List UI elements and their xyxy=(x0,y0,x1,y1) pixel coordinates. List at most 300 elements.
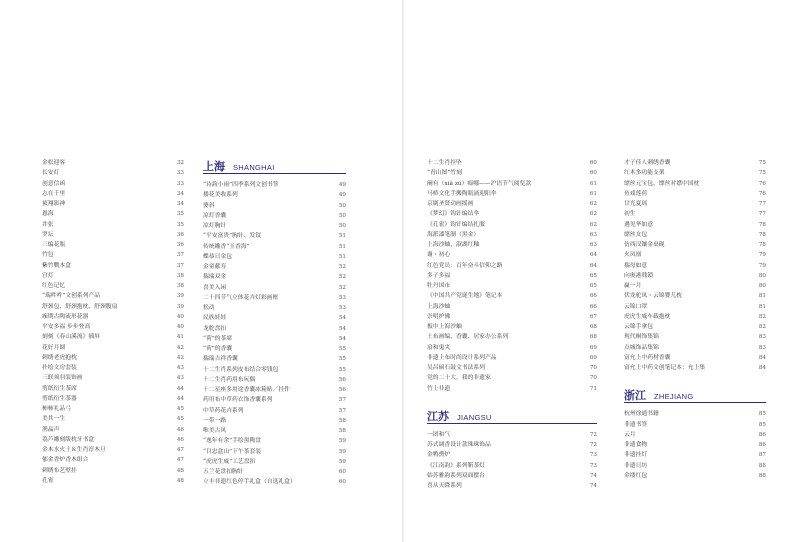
toc-entry[interactable] xyxy=(203,457,346,467)
toc-entry[interactable] xyxy=(427,481,597,491)
toc-entry[interactable] xyxy=(203,365,346,375)
toc-entry[interactable] xyxy=(624,189,766,199)
toc-entry[interactable] xyxy=(203,375,346,385)
entry-title: 三编花瓶 xyxy=(42,242,66,248)
toc-entry[interactable] xyxy=(42,291,184,301)
entry-page-number: 39 xyxy=(176,303,184,310)
entry-title: 非遗上布时尚设计系列产品 xyxy=(427,354,497,361)
entry-title: 井张 xyxy=(42,221,54,228)
entry-page-number: 54 xyxy=(338,335,346,342)
entry-page-number: 75 xyxy=(758,160,766,166)
toc-entry[interactable] xyxy=(42,363,184,373)
entry-title: 十二生肖挂坠 xyxy=(427,160,462,166)
toc-entry[interactable] xyxy=(624,291,766,301)
entry-title: 非遗挂灯 xyxy=(624,452,648,459)
toc-entry[interactable] xyxy=(42,271,184,281)
entry-title: 十二星座多用途香囊冰箱贴／挂件 xyxy=(203,387,290,393)
entry-title: 多子多福 xyxy=(427,272,451,279)
toc-entry[interactable] xyxy=(203,221,346,231)
toc-entry[interactable] xyxy=(427,384,597,394)
toc-entry[interactable] xyxy=(624,332,766,342)
toc-entry[interactable] xyxy=(42,322,184,332)
entry-page-number: 78 xyxy=(758,231,766,238)
entry-title: 非遗书签 xyxy=(624,421,648,428)
entry-page-number: 62 xyxy=(589,211,597,218)
entry-title: 揣瑞双金 xyxy=(203,274,227,281)
toc-entry[interactable] xyxy=(624,343,766,353)
entry-title: 赢一月 xyxy=(624,283,642,289)
entry-title: 红木多功能支架 xyxy=(624,170,665,177)
toc-entry[interactable] xyxy=(203,477,346,487)
entry-page-number: 68 xyxy=(589,334,597,341)
book-spine xyxy=(402,0,404,542)
toc-entry[interactable] xyxy=(427,322,597,332)
entry-title: 上海沙蚰 xyxy=(427,303,451,310)
entry-page-number: 60 xyxy=(589,170,597,177)
entry-title: 宫灯 xyxy=(42,272,54,279)
toc-entry[interactable] xyxy=(427,199,597,209)
entry-page-number: 52 xyxy=(338,264,346,270)
toc-entry[interactable] xyxy=(427,158,597,168)
entry-page-number: 36 xyxy=(176,242,184,248)
region-heading xyxy=(624,387,766,403)
entry-title: 松动 xyxy=(203,305,215,311)
entry-title: 苏式调香设计款珠珠饰品 xyxy=(427,442,491,448)
entry-page-number: 36 xyxy=(176,231,184,238)
entry-page-number: 42 xyxy=(176,354,184,361)
toc-entry[interactable] xyxy=(42,384,184,394)
toc-entry[interactable] xyxy=(42,209,184,219)
entry-title: 虎虎生威车载抱枕 xyxy=(624,313,671,320)
toc-entry[interactable] xyxy=(624,420,766,430)
entry-page-number: 65 xyxy=(589,283,597,289)
entry-page-number: 44 xyxy=(176,395,184,402)
toc-entry[interactable] xyxy=(427,471,597,481)
toc-entry[interactable] xyxy=(42,445,184,455)
entry-title: 剪纸衍生茶席 xyxy=(42,385,77,392)
entry-title: 平安多福 步步登高 xyxy=(42,324,91,330)
entry-title: 富允上中药材香囊 xyxy=(624,354,671,361)
region-heading-english: SHANGHAI xyxy=(233,163,275,172)
entry-title: 刺绣布艺壁挂 xyxy=(42,467,77,474)
entry-title: 一团和气 xyxy=(427,431,451,438)
toc-entry[interactable] xyxy=(624,363,766,373)
toc-entry[interactable] xyxy=(427,363,597,373)
toc-entry[interactable] xyxy=(42,281,184,291)
toc-entry[interactable] xyxy=(427,271,597,281)
entry-page-number: 69 xyxy=(589,344,597,351)
toc-entry[interactable] xyxy=(427,240,597,250)
toc-column-1 xyxy=(42,158,184,486)
toc-entry[interactable] xyxy=(203,395,346,405)
toc-entry[interactable] xyxy=(624,440,766,450)
entry-page-number: 64 xyxy=(589,252,597,259)
toc-entry[interactable] xyxy=(624,209,766,219)
toc-column-3 xyxy=(427,158,597,491)
toc-entry[interactable] xyxy=(42,373,184,383)
entry-title: 喜美入闲 xyxy=(203,284,227,291)
entry-title: 柿柿礼品弓 xyxy=(42,406,71,412)
entry-page-number: 34 xyxy=(176,190,184,197)
toc-entry[interactable] xyxy=(203,406,346,416)
entry-page-number: 86 xyxy=(758,442,766,448)
entry-title: 红色党员：百年奋斗信仰之路 xyxy=(427,262,503,269)
toc-entry[interactable] xyxy=(624,302,766,312)
entry-title: 板中上海沙蚰 xyxy=(427,324,462,330)
entry-page-number: 80 xyxy=(758,272,766,279)
toc-entry[interactable] xyxy=(203,324,346,334)
entry-title: 民族娃娃 xyxy=(203,315,227,322)
toc-entry[interactable] xyxy=(42,220,184,230)
entry-page-number: 82 xyxy=(758,313,766,320)
entry-title: 缥丝元宝包、缥丝对襟中国枕 xyxy=(624,180,700,187)
toc-entry[interactable] xyxy=(624,220,766,230)
toc-entry[interactable] xyxy=(624,158,766,168)
entry-title: 牡丹国市 xyxy=(427,283,451,289)
toc-entry[interactable] xyxy=(42,302,184,312)
entry-title: 杭州徐通书籍 xyxy=(624,411,659,418)
entry-title: 揣母如意 xyxy=(624,262,648,269)
entry-page-number: 50 xyxy=(338,202,346,209)
entry-title: 谢・初心 xyxy=(427,252,451,259)
entry-page-number: 54 xyxy=(338,315,346,322)
toc-entry[interactable] xyxy=(624,271,766,281)
entry-title: 祯翔影神 xyxy=(42,201,66,207)
toc-entry[interactable] xyxy=(42,199,184,209)
entry-title: 《中国共产党诞生地》笔记本 xyxy=(427,293,503,300)
entry-page-number: 53 xyxy=(338,305,346,311)
entry-page-number: 78 xyxy=(758,242,766,248)
entry-page-number: 75 xyxy=(758,170,766,177)
toc-entry[interactable] xyxy=(427,440,597,450)
entry-page-number: 45 xyxy=(176,406,184,412)
entry-page-number: 66 xyxy=(589,303,597,310)
section-gap xyxy=(427,394,597,408)
entry-title: 富允上中药文创笔记本：允上集 xyxy=(624,365,706,371)
entry-page-number: 76 xyxy=(758,190,766,197)
toc-entry[interactable] xyxy=(203,190,346,200)
entry-title: 揣瑞吉祥香囊 xyxy=(203,356,238,363)
entry-title: 恩海 xyxy=(42,211,54,218)
toc-entry[interactable] xyxy=(624,230,766,240)
entry-title: 向奥港戟锁 xyxy=(624,272,653,279)
entry-page-number: 71 xyxy=(589,385,597,392)
entry-page-number: 74 xyxy=(589,472,597,479)
toc-entry[interactable] xyxy=(42,343,184,353)
entry-title: 现代桐饰集锦 xyxy=(624,334,659,341)
entry-page-number: 47 xyxy=(176,457,184,464)
entry-title: 党的二十大，我的非遗家 xyxy=(427,375,491,382)
entry-page-number: 38 xyxy=(176,272,184,279)
entry-title: 金童献寿 xyxy=(203,264,227,270)
toc-entry[interactable] xyxy=(203,231,346,241)
entry-title: 甘光夏瑶 xyxy=(624,201,648,207)
toc-entry[interactable] xyxy=(42,158,184,168)
toc-entry[interactable] xyxy=(624,471,766,481)
entry-page-number: 63 xyxy=(589,231,597,238)
toc-entry[interactable] xyxy=(203,303,346,313)
entry-title: 唯美古风 xyxy=(203,428,227,434)
entry-page-number: 83 xyxy=(758,344,766,351)
entry-page-number: 43 xyxy=(176,365,184,371)
entry-title: 荔芦雕刻版枕牙书盒 xyxy=(42,436,95,443)
entry-title: 鱼戏莲荷 xyxy=(624,190,648,197)
entry-page-number: 49 xyxy=(338,192,346,199)
entry-page-number: 76 xyxy=(758,180,766,187)
entry-page-number: 33 xyxy=(176,180,184,187)
entry-title: 郁金香炉香木组合 xyxy=(42,457,89,464)
toc-entry[interactable] xyxy=(42,435,184,445)
entry-title: 土布画编、香囊、居家办公系列 xyxy=(427,334,509,341)
toc-entry[interactable] xyxy=(624,168,766,178)
entry-title: 十二生肖系列皮布结合零钱包 xyxy=(203,366,279,373)
toc-entry[interactable] xyxy=(42,414,184,424)
entry-page-number: 32 xyxy=(176,160,184,166)
entry-page-number: 39 xyxy=(176,293,184,300)
entry-title: 舒颈包、舒颈抱枕、舒颈腹扇 xyxy=(42,303,118,310)
entry-title: 云月 xyxy=(624,431,636,438)
toc-entry[interactable] xyxy=(203,385,346,395)
entry-title: 京剧圣贤动画摇画 xyxy=(427,201,474,207)
section-gap xyxy=(624,373,766,387)
entry-page-number: 40 xyxy=(176,324,184,330)
entry-title: 花好月圆 xyxy=(42,344,66,351)
toc-entry[interactable] xyxy=(42,250,184,260)
entry-page-number: 51 xyxy=(338,253,346,260)
toc-entry[interactable] xyxy=(203,416,346,426)
toc-entry[interactable] xyxy=(42,455,184,465)
entry-page-number: 41 xyxy=(176,334,184,341)
toc-entry[interactable] xyxy=(42,240,184,250)
toc-entry[interactable] xyxy=(42,230,184,240)
entry-title: 缥丝女包 xyxy=(624,231,648,238)
toc-entry[interactable] xyxy=(427,332,597,342)
toc-entry[interactable] xyxy=(42,179,184,189)
entry-page-number: 59 xyxy=(338,448,346,455)
toc-entry[interactable] xyxy=(42,394,184,404)
toc-entry[interactable] xyxy=(427,343,597,353)
toc-entry[interactable] xyxy=(427,302,597,312)
toc-entry[interactable] xyxy=(42,353,184,363)
toc-entry[interactable] xyxy=(203,252,346,262)
toc-entry[interactable] xyxy=(624,353,766,363)
entry-title: “诗韵小雨”四季系列文创书签 xyxy=(203,182,279,188)
toc-entry[interactable] xyxy=(42,168,184,178)
entry-page-number: 69 xyxy=(589,354,597,361)
toc-entry[interactable] xyxy=(427,209,597,219)
toc-entry[interactable] xyxy=(203,354,346,364)
toc-entry[interactable] xyxy=(42,404,184,414)
toc-entry[interactable] xyxy=(203,242,346,252)
entry-page-number: 88 xyxy=(758,462,766,469)
toc-entry[interactable] xyxy=(427,281,597,291)
entry-title: 遇见华如意 xyxy=(624,221,653,228)
toc-entry[interactable] xyxy=(427,450,597,460)
entry-page-number: 35 xyxy=(176,211,184,218)
entry-title: 点城饰品集锦 xyxy=(624,344,659,351)
toc-entry[interactable] xyxy=(427,250,597,260)
entry-title: 《孔雀》钩针编结扎服 xyxy=(427,221,485,228)
toc-entry[interactable] xyxy=(203,344,346,354)
entry-title: 痂期古陶流形花器 xyxy=(42,313,89,320)
toc-entry[interactable] xyxy=(427,230,597,240)
entry-page-number: 62 xyxy=(589,221,597,228)
toc-entry[interactable] xyxy=(203,334,346,344)
toc-entry[interactable] xyxy=(427,220,597,230)
toc-entry[interactable] xyxy=(42,189,184,199)
toc-entry[interactable] xyxy=(427,373,597,383)
entry-page-number: 59 xyxy=(338,438,346,445)
toc-entry[interactable] xyxy=(427,353,597,363)
entry-title: 搂花美收系列 xyxy=(203,192,238,199)
toc-entry[interactable] xyxy=(203,283,346,293)
toc-entry[interactable] xyxy=(624,261,766,271)
entry-page-number: 79 xyxy=(758,252,766,259)
entry-title: 刻刻《春山溪流》插屏 xyxy=(42,334,100,341)
toc-entry[interactable] xyxy=(624,409,766,419)
toc-entry[interactable] xyxy=(624,240,766,250)
entry-page-number: 70 xyxy=(589,375,597,382)
toc-entry[interactable] xyxy=(203,262,346,272)
toc-entry[interactable] xyxy=(624,281,766,291)
entry-title: “荷”的香囊 xyxy=(203,346,233,352)
toc-entry[interactable] xyxy=(427,261,597,271)
entry-title: 五兰花盘扣胸针 xyxy=(203,469,244,475)
toc-entry[interactable] xyxy=(42,476,184,486)
toc-entry[interactable] xyxy=(203,180,346,190)
entry-page-number: 37 xyxy=(176,262,184,269)
entry-page-number: 46 xyxy=(176,426,184,433)
region-heading-chinese: 江苏 xyxy=(427,409,449,423)
toc-entry[interactable] xyxy=(427,461,597,471)
entry-title: 上海沙蚰、淑湖红釉 xyxy=(427,242,480,248)
entry-page-number: 67 xyxy=(589,313,597,320)
toc-entry[interactable] xyxy=(203,436,346,446)
entry-page-number: 50 xyxy=(338,223,346,229)
toc-entry[interactable] xyxy=(203,272,346,282)
entry-page-number: 50 xyxy=(338,212,346,219)
entry-page-number: 48 xyxy=(176,467,184,474)
toc-entry[interactable] xyxy=(624,430,766,440)
entry-page-number: 84 xyxy=(758,365,766,371)
entry-title: 金缕红包 xyxy=(624,472,648,479)
entry-page-number: 45 xyxy=(176,416,184,423)
toc-entry[interactable] xyxy=(42,312,184,322)
entry-page-number: 78 xyxy=(758,221,766,228)
entry-page-number: 73 xyxy=(589,462,597,469)
entry-page-number: 80 xyxy=(758,283,766,289)
entry-title: 姑苏雅韵系列双面摆台 xyxy=(427,472,485,479)
entry-title: 渔晶声 xyxy=(42,426,60,433)
entry-title: “青山图”竹刻 xyxy=(427,170,462,177)
entry-title: 传统雕香“玉香海” xyxy=(203,243,250,250)
entry-title: 扇和鬼夹 xyxy=(427,344,451,351)
entry-title: 三联须羽装饰画 xyxy=(42,375,83,382)
toc-column-2 xyxy=(203,158,346,488)
entry-title: 龙舵盘扣 xyxy=(203,325,227,332)
toc-entry[interactable] xyxy=(624,312,766,322)
entry-title: 一带一路 xyxy=(203,417,227,424)
entry-title: 金木水火土＆生肖淳木旦 xyxy=(42,447,106,453)
entry-page-number: 63 xyxy=(589,242,597,248)
entry-page-number: 58 xyxy=(338,428,346,434)
entry-title: 阑有（xiǎ zú）痴哪——沪语节气阅览款 xyxy=(427,180,532,187)
entry-page-number: 56 xyxy=(338,376,346,383)
entry-page-number: 86 xyxy=(758,431,766,438)
toc-entry[interactable] xyxy=(203,211,346,221)
toc-entry[interactable] xyxy=(42,332,184,342)
toc-entry[interactable] xyxy=(624,179,766,189)
entry-page-number: 77 xyxy=(758,201,766,207)
entry-page-number: 48 xyxy=(176,477,184,484)
entry-title: “荷”的茶席 xyxy=(203,335,233,342)
toc-entry[interactable] xyxy=(42,466,184,476)
toc-entry[interactable] xyxy=(203,467,346,477)
entry-page-number: 35 xyxy=(176,221,184,228)
entry-title: 孔雀 xyxy=(42,477,54,484)
toc-entry[interactable] xyxy=(427,312,597,322)
entry-page-number: 65 xyxy=(589,272,597,279)
entry-page-number: 79 xyxy=(758,262,766,269)
entry-title: 海派漆笔制（黑金） xyxy=(427,231,480,238)
toc-entry[interactable] xyxy=(624,322,766,332)
toc-entry[interactable] xyxy=(427,168,597,178)
entry-page-number: 74 xyxy=(589,483,597,489)
entry-page-number: 64 xyxy=(589,262,597,269)
entry-title: 金松迎客 xyxy=(42,160,66,166)
toc-entry[interactable] xyxy=(203,313,346,323)
entry-page-number: 57 xyxy=(338,397,346,404)
entry-title: 刺绣老虎抱枕 xyxy=(42,354,77,361)
entry-page-number: 70 xyxy=(589,365,597,371)
entry-page-number: 85 xyxy=(758,411,766,418)
toc-entry[interactable] xyxy=(203,293,346,303)
entry-title: “虎虎生威”工艺盘扣 xyxy=(203,458,256,465)
entry-title: 剪纸衍生茶器 xyxy=(42,395,77,402)
toc-entry[interactable] xyxy=(42,425,184,435)
entry-page-number: 57 xyxy=(338,407,346,414)
entry-title: 罗坛 xyxy=(42,231,54,238)
entry-page-number: 82 xyxy=(758,324,766,330)
entry-title: 十二生肖药用布玩偶 xyxy=(203,376,256,383)
entry-title: “目忠盒山”下午茶套装 xyxy=(203,448,262,455)
toc-entry[interactable] xyxy=(624,199,766,209)
entry-page-number: 60 xyxy=(338,479,346,486)
toc-entry[interactable] xyxy=(427,291,597,301)
toc-entry[interactable] xyxy=(203,426,346,436)
entry-page-number: 43 xyxy=(176,375,184,382)
entry-page-number: 53 xyxy=(338,294,346,301)
toc-entry[interactable] xyxy=(624,461,766,471)
toc-entry[interactable] xyxy=(624,250,766,260)
entry-page-number: 51 xyxy=(338,233,346,240)
entry-title: 竹上非遗 xyxy=(427,385,451,392)
toc-entry[interactable] xyxy=(427,179,597,189)
region-heading-chinese: 浙江 xyxy=(624,389,646,403)
entry-page-number: 33 xyxy=(176,170,184,177)
toc-entry[interactable] xyxy=(203,201,346,211)
toc-entry[interactable] xyxy=(42,261,184,271)
entry-title: “平安富贵”胸针、发钗 xyxy=(203,233,262,240)
toc-entry[interactable] xyxy=(203,447,346,457)
entry-title: “瑞吽吽”文创系列产品 xyxy=(42,293,101,300)
entry-page-number: 34 xyxy=(176,201,184,207)
entry-title: 才子佳人刺绣香囊 xyxy=(624,160,671,166)
entry-title: 伏龙驼凤・云锦婴儿枕 xyxy=(624,293,682,300)
toc-entry[interactable] xyxy=(427,189,597,199)
toc-entry[interactable] xyxy=(624,450,766,460)
toc-entry[interactable] xyxy=(427,430,597,440)
